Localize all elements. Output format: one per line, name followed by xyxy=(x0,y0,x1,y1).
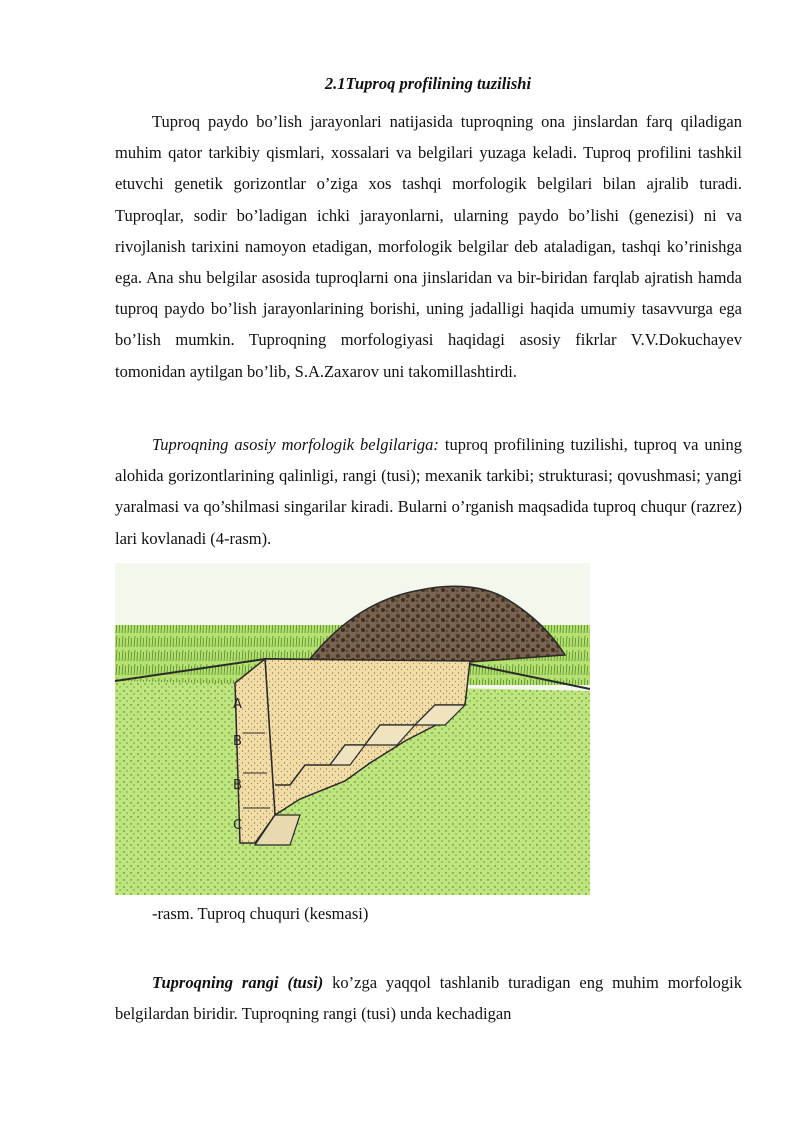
paragraph-lead-bold-italic: Tuproqning rangi (tusi) xyxy=(152,973,324,992)
paragraph-lead-italic: Tuproqning asosiy morfologik belgilariga: xyxy=(152,435,439,454)
paragraph-soil-color xyxy=(115,967,742,1029)
horizon-label-b1: B xyxy=(233,734,242,749)
paragraph-morphology-intro: Tuproq paydo bo’lish jarayonlari natijasida tuproqning ona jinslardan farq qiladigan muhim qator tarkibiy qismlari, xossalari va belgilari yuzaga keladi. Tuproq profilini tashkil etuvchi genetik gorizontlar o’ziga xos tashqi morfologik belgilari bilan ajralib turadi. Tuproqlar, sodir bo’ladigan ichki jarayonlarni, ularning paydo bo’lishi (genezisi) ni va rivojlanish tarixini namoyon etadigan, morfologik belgilar deb ataladigan, tashqi ko’rinishga ega. Ana shu belgilar asosida tuproqlarni ona jinslaridan va bir-biridan farqlab ajratish hamda tuproq paydo bo’lish jarayonlarining borishi, uning jadalligi haqida umumiy tasavvurga ega bo’lish mumkin. Tuproqning morfologiyasi haqidagi asosiy fikrlar V.V.Dokuchayev tomonidan aytilgan bo’lib, S.A.Zaxarov uni takomillashtirdi. xyxy=(115,112,742,381)
paragraph-rest: ko’zga yaqqol tashlanib turadigan eng muhim morfologik belgilardan biridir. Tuproqning rangi (tusi) unda kechadigan xyxy=(115,973,742,1024)
soil-profile-figure xyxy=(115,563,590,895)
soil-pit-illustration xyxy=(115,563,590,895)
paragraph-morphology-features xyxy=(115,429,742,554)
section-heading: 2.1Tuproq profilining tuzilishi xyxy=(324,74,532,93)
horizon-label-b2: B xyxy=(233,778,242,793)
horizon-label-a: A xyxy=(233,697,242,712)
figure-caption: -rasm. Tuproq chuquri (kesmasi) xyxy=(152,904,369,923)
paragraph-rest: tuproq profilining tuzilishi, tuproq va uning alohida gorizontlarining qalinligi, rangi (tusi); mexanik tarkibi; strukturasi; qovushmasi; yangi yaralmasi va qo’shilmasi singarilar kiradi. Bularni o’rganish maqsadida tuproq chuqur (razrez) lari kovlanadi (4-rasm). xyxy=(115,435,742,548)
horizon-label-c: C xyxy=(233,818,243,833)
